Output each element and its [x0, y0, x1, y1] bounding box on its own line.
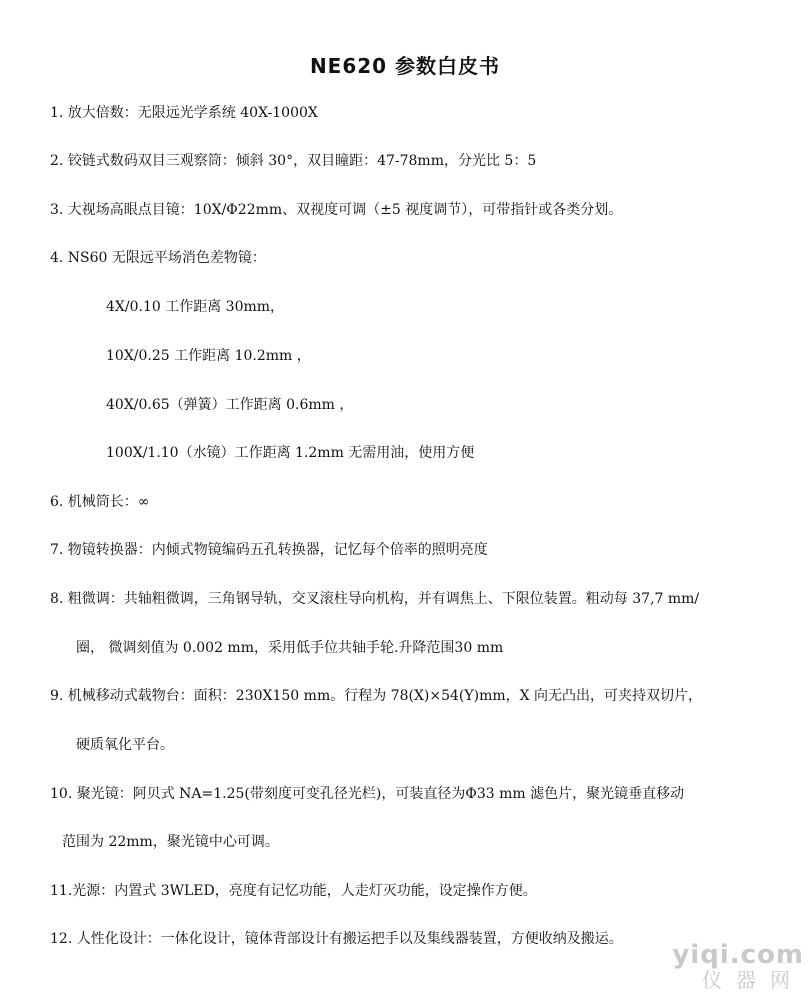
spec-item-6: 6. 机械筒长：∞ — [50, 494, 150, 510]
objective-4x: 4X/0.10 工作距离 30mm， — [106, 299, 285, 315]
spec-item-3: 3. 大视场高眼点目镜：10X/Φ22mm、双视度可调（±5 视度调节），可带指针或各类分划。 — [50, 202, 623, 218]
spec-item-7: 7. 物镜转换器：内倾式物镜编码五孔转换器，记忆每个倍率的照明亮度 — [50, 542, 488, 558]
spec-item-8: 8. 粗微调：共轴粗微调，三角钢导轨，交叉滚柱导向机构，并有调焦上、下限位装置。粗动每 37,7 mm/ — [50, 591, 700, 607]
watermark-url: yiqi.com — [672, 940, 804, 970]
objective-40x: 40X/0.65（弹簧）工作距离 0.6mm ， — [106, 397, 354, 413]
spec-item-8-cont: 圈， 微调刻值为 0.002 mm，采用低手位共轴手轮.升降范围30 mm — [76, 640, 504, 656]
spec-item-10-cont: 范围为 22mm，聚光镜中心可调。 — [62, 834, 279, 850]
spec-item-12: 12. 人性化设计：一体化设计，镜体背部设计有搬运把手以及集线器装置，方便收纳及搬运。 — [50, 931, 623, 947]
objective-10x: 10X/0.25 工作距离 10.2mm ， — [106, 348, 311, 364]
spec-item-11: 11.光源：内置式 3WLED，亮度有记忆功能，人走灯灭功能，设定操作方便。 — [50, 883, 537, 899]
spec-item-9-cont: 硬质氧化平台。 — [76, 737, 174, 753]
watermark-label: 仪器网 — [702, 968, 804, 992]
watermark — [672, 942, 804, 990]
spec-item-2: 2. 铰链式数码双目三观察筒：倾斜 30°，双目瞳距：47-78mm，分光比 5：5 — [50, 153, 537, 169]
spec-item-10: 10. 聚光镜：阿贝式 NA=1.25(带刻度可变孔径光栏)，可装直径为Φ33 mm 滤色片，聚光镜垂直移动 — [50, 786, 685, 802]
spec-item-9: 9. 机械移动式载物台：面积：230X150 mm。行程为 78(X)×54(Y)mm，X 向无凸出，可夹持双切片， — [50, 688, 703, 704]
document-title: NE620 参数白皮书 — [309, 54, 501, 78]
objective-100x: 100X/1.10（水镜）工作距离 1.2mm 无需用油，使用方便 — [106, 445, 475, 461]
spec-item-4: 4. NS60 无限远平场消色差物镜： — [50, 250, 266, 266]
spec-item-1: 1. 放大倍数：无限远光学系统 40X-1000X — [50, 105, 318, 121]
